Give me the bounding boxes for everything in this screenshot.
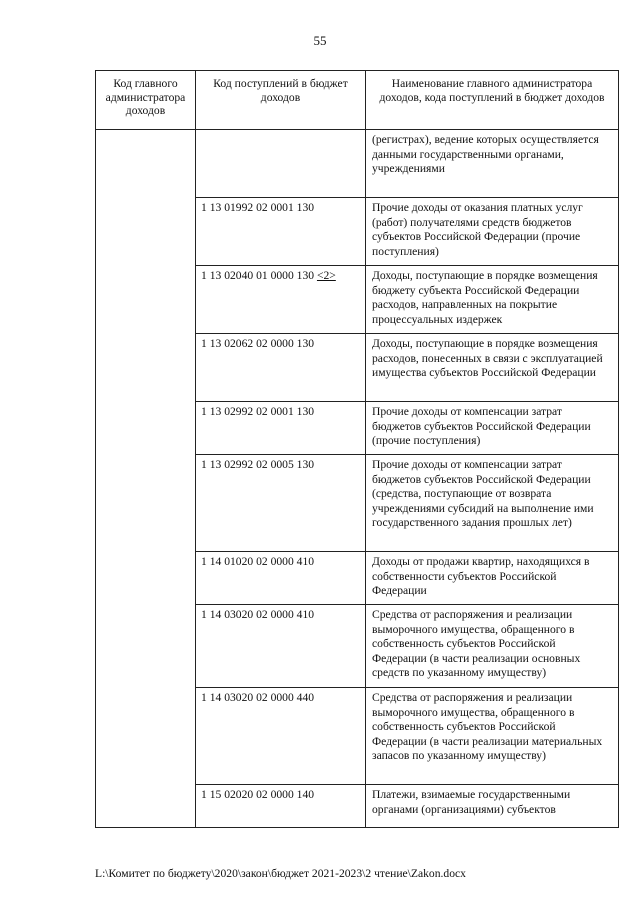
footer-file-path: L:\Комитет по бюджету\2020\закон\бюджет 2021-2023\2 чтение\Zakon.docx bbox=[95, 867, 466, 880]
footnote-link[interactable]: <2> bbox=[316, 269, 336, 282]
income-code-cell: 1 15 02020 02 0000 140 bbox=[196, 785, 366, 828]
name-cell: Средства от распоряжения и реализации выморочного имущества, обращенного в собственность субъектов Российской Федерации (в части реализации основных средств по указанному имуществу) bbox=[366, 605, 619, 688]
income-code-cell: 1 13 02992 02 0001 130 bbox=[196, 402, 366, 455]
name-cell: Средства от распоряжения и реализации выморочного имущества, обращенного в собственность субъектов Российской Федерации (в части реализации материальных запасов по указанному имуществу) bbox=[366, 688, 619, 785]
table-header-row bbox=[96, 71, 619, 130]
name-cell: Доходы от продажи квартир, находящихся в собственности субъектов Российской Федерации bbox=[366, 552, 619, 605]
page-number: 55 bbox=[313, 33, 327, 48]
table-row bbox=[96, 130, 619, 198]
header-income-code: Код поступлений в бюджет доходов bbox=[196, 71, 366, 130]
name-cell: Доходы, поступающие в порядке возмещения расходов, понесенных в связи с эксплуатацией имущества субъектов Российской Федерации bbox=[366, 334, 619, 402]
name-cell: Прочие доходы от компенсации затрат бюджетов субъектов Российской Федерации (средства, поступающие от возврата учреждениями субсидий на выполнение ими государственного задания прошлых лет) bbox=[366, 455, 619, 552]
income-code-cell: 1 13 02062 02 0000 130 bbox=[196, 334, 366, 402]
name-cell: (регистрах), ведение которых осуществляется данными государственными органами, учреждениями bbox=[366, 130, 619, 198]
admin-code-cell bbox=[96, 130, 196, 828]
income-codes-table bbox=[95, 70, 619, 828]
income-code-cell: 1 14 01020 02 0000 410 bbox=[196, 552, 366, 605]
name-cell: Прочие доходы от оказания платных услуг (работ) получателями средств бюджетов субъектов Российской Федерации (прочие поступления) bbox=[366, 198, 619, 266]
name-cell: Прочие доходы от компенсации затрат бюджетов субъектов Российской Федерации (прочие поступления) bbox=[366, 402, 619, 455]
income-code-cell bbox=[196, 266, 366, 334]
header-admin-code: Код главного администратора доходов bbox=[96, 71, 196, 130]
name-cell: Доходы, поступающие в порядке возмещения бюджету субъекта Российской Федерации расходов, направленных на покрытие процессуальных издержек bbox=[366, 266, 619, 334]
income-code-cell: 1 14 03020 02 0000 440 bbox=[196, 688, 366, 785]
header-name: Наименование главного администратора доходов, кода поступлений в бюджет доходов bbox=[366, 71, 619, 130]
income-code-cell: 1 14 03020 02 0000 410 bbox=[196, 605, 366, 688]
income-code-cell bbox=[196, 130, 366, 198]
income-code-cell: 1 13 01992 02 0001 130 bbox=[196, 198, 366, 266]
income-code-text: 1 13 02040 01 0000 130 bbox=[201, 269, 315, 282]
income-code-cell: 1 13 02992 02 0005 130 bbox=[196, 455, 366, 552]
name-cell: Платежи, взимаемые государственными органами (организациями) субъектов bbox=[366, 785, 619, 828]
